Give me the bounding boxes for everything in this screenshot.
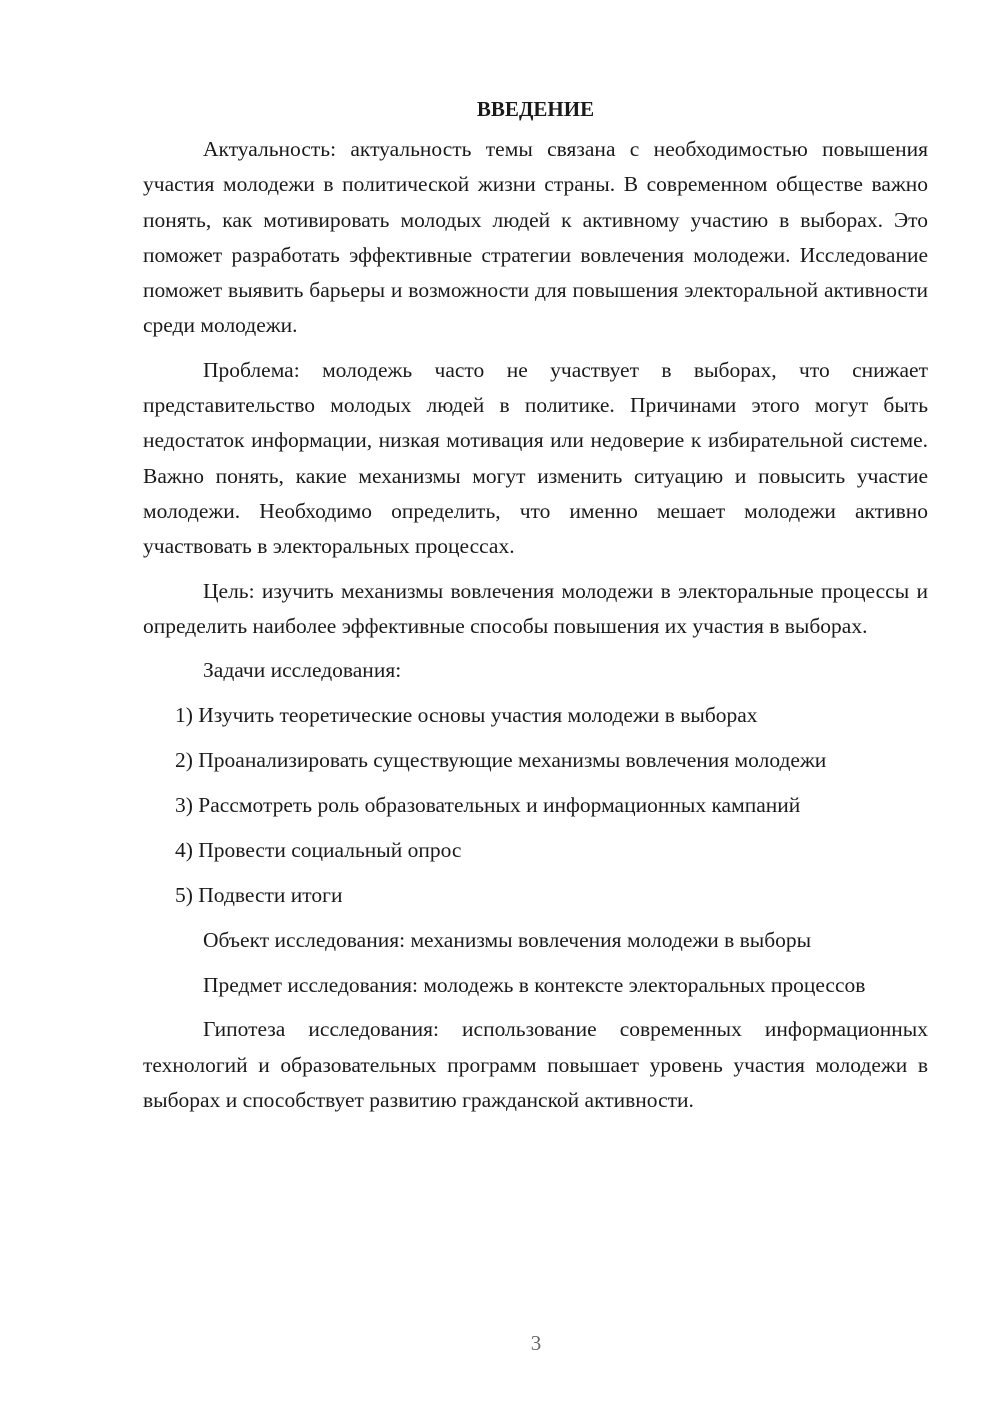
- goal-paragraph: Цель: изучить механизмы вовлечения молодежи в электоральные процессы и определить наиболее эффективные способы повышения их участия в выборах.: [143, 578, 928, 638]
- document-page: [143, 92, 928, 1127]
- object-paragraph: Объект исследования: механизмы вовлечения молодежи в выборы: [203, 928, 812, 953]
- list-item: 4) Провести социальный опрос: [175, 838, 462, 863]
- list-item: 5) Подвести итоги: [175, 883, 343, 908]
- tasks-list: [143, 698, 928, 913]
- page-number: 3: [530, 1331, 542, 1355]
- hypothesis-paragraph: Гипотеза исследования: использование современных информационных технологий и образовательных программ повышает уровень участия молодежи в выборах и способствует развитию гражданской активности.: [143, 1017, 928, 1112]
- list-item: 3) Рассмотреть роль образовательных и информационных кампаний: [175, 793, 801, 818]
- page-title: ВВЕДЕНИЕ: [476, 97, 595, 121]
- relevance-paragraph: Актуальность: актуальность темы связана с необходимостью повышения участия молодежи в политической жизни страны. В современном обществе важно понять, как мотивировать молодых людей к активному участию в выборах. Это поможет разработать эффективные стратегии вовлечения молодежи. Исследование поможет выявить барьеры и возможности для повышения электоральной активности среди молодежи.: [143, 137, 928, 338]
- tasks-heading: Задачи исследования:: [203, 658, 402, 683]
- list-item: 1) Изучить теоретические основы участия молодежи в выборах: [175, 703, 758, 728]
- list-item: 2) Проанализировать существующие механизмы вовлечения молодежи: [175, 748, 827, 773]
- problem-paragraph: Проблема: молодежь часто не участвует в выборах, что снижает представительство молодых людей в политике. Причинами этого могут быть недостаток информации, низкая мотивация или недоверие к избирательной системе. Важно понять, какие механизмы могут изменить ситуацию и повысить участие молодежи. Необходимо определить, что именно мешает молодежи активно участвовать в электоральных процессах.: [143, 357, 928, 559]
- subject-paragraph: Предмет исследования: молодежь в контексте электоральных процессов: [203, 972, 866, 997]
